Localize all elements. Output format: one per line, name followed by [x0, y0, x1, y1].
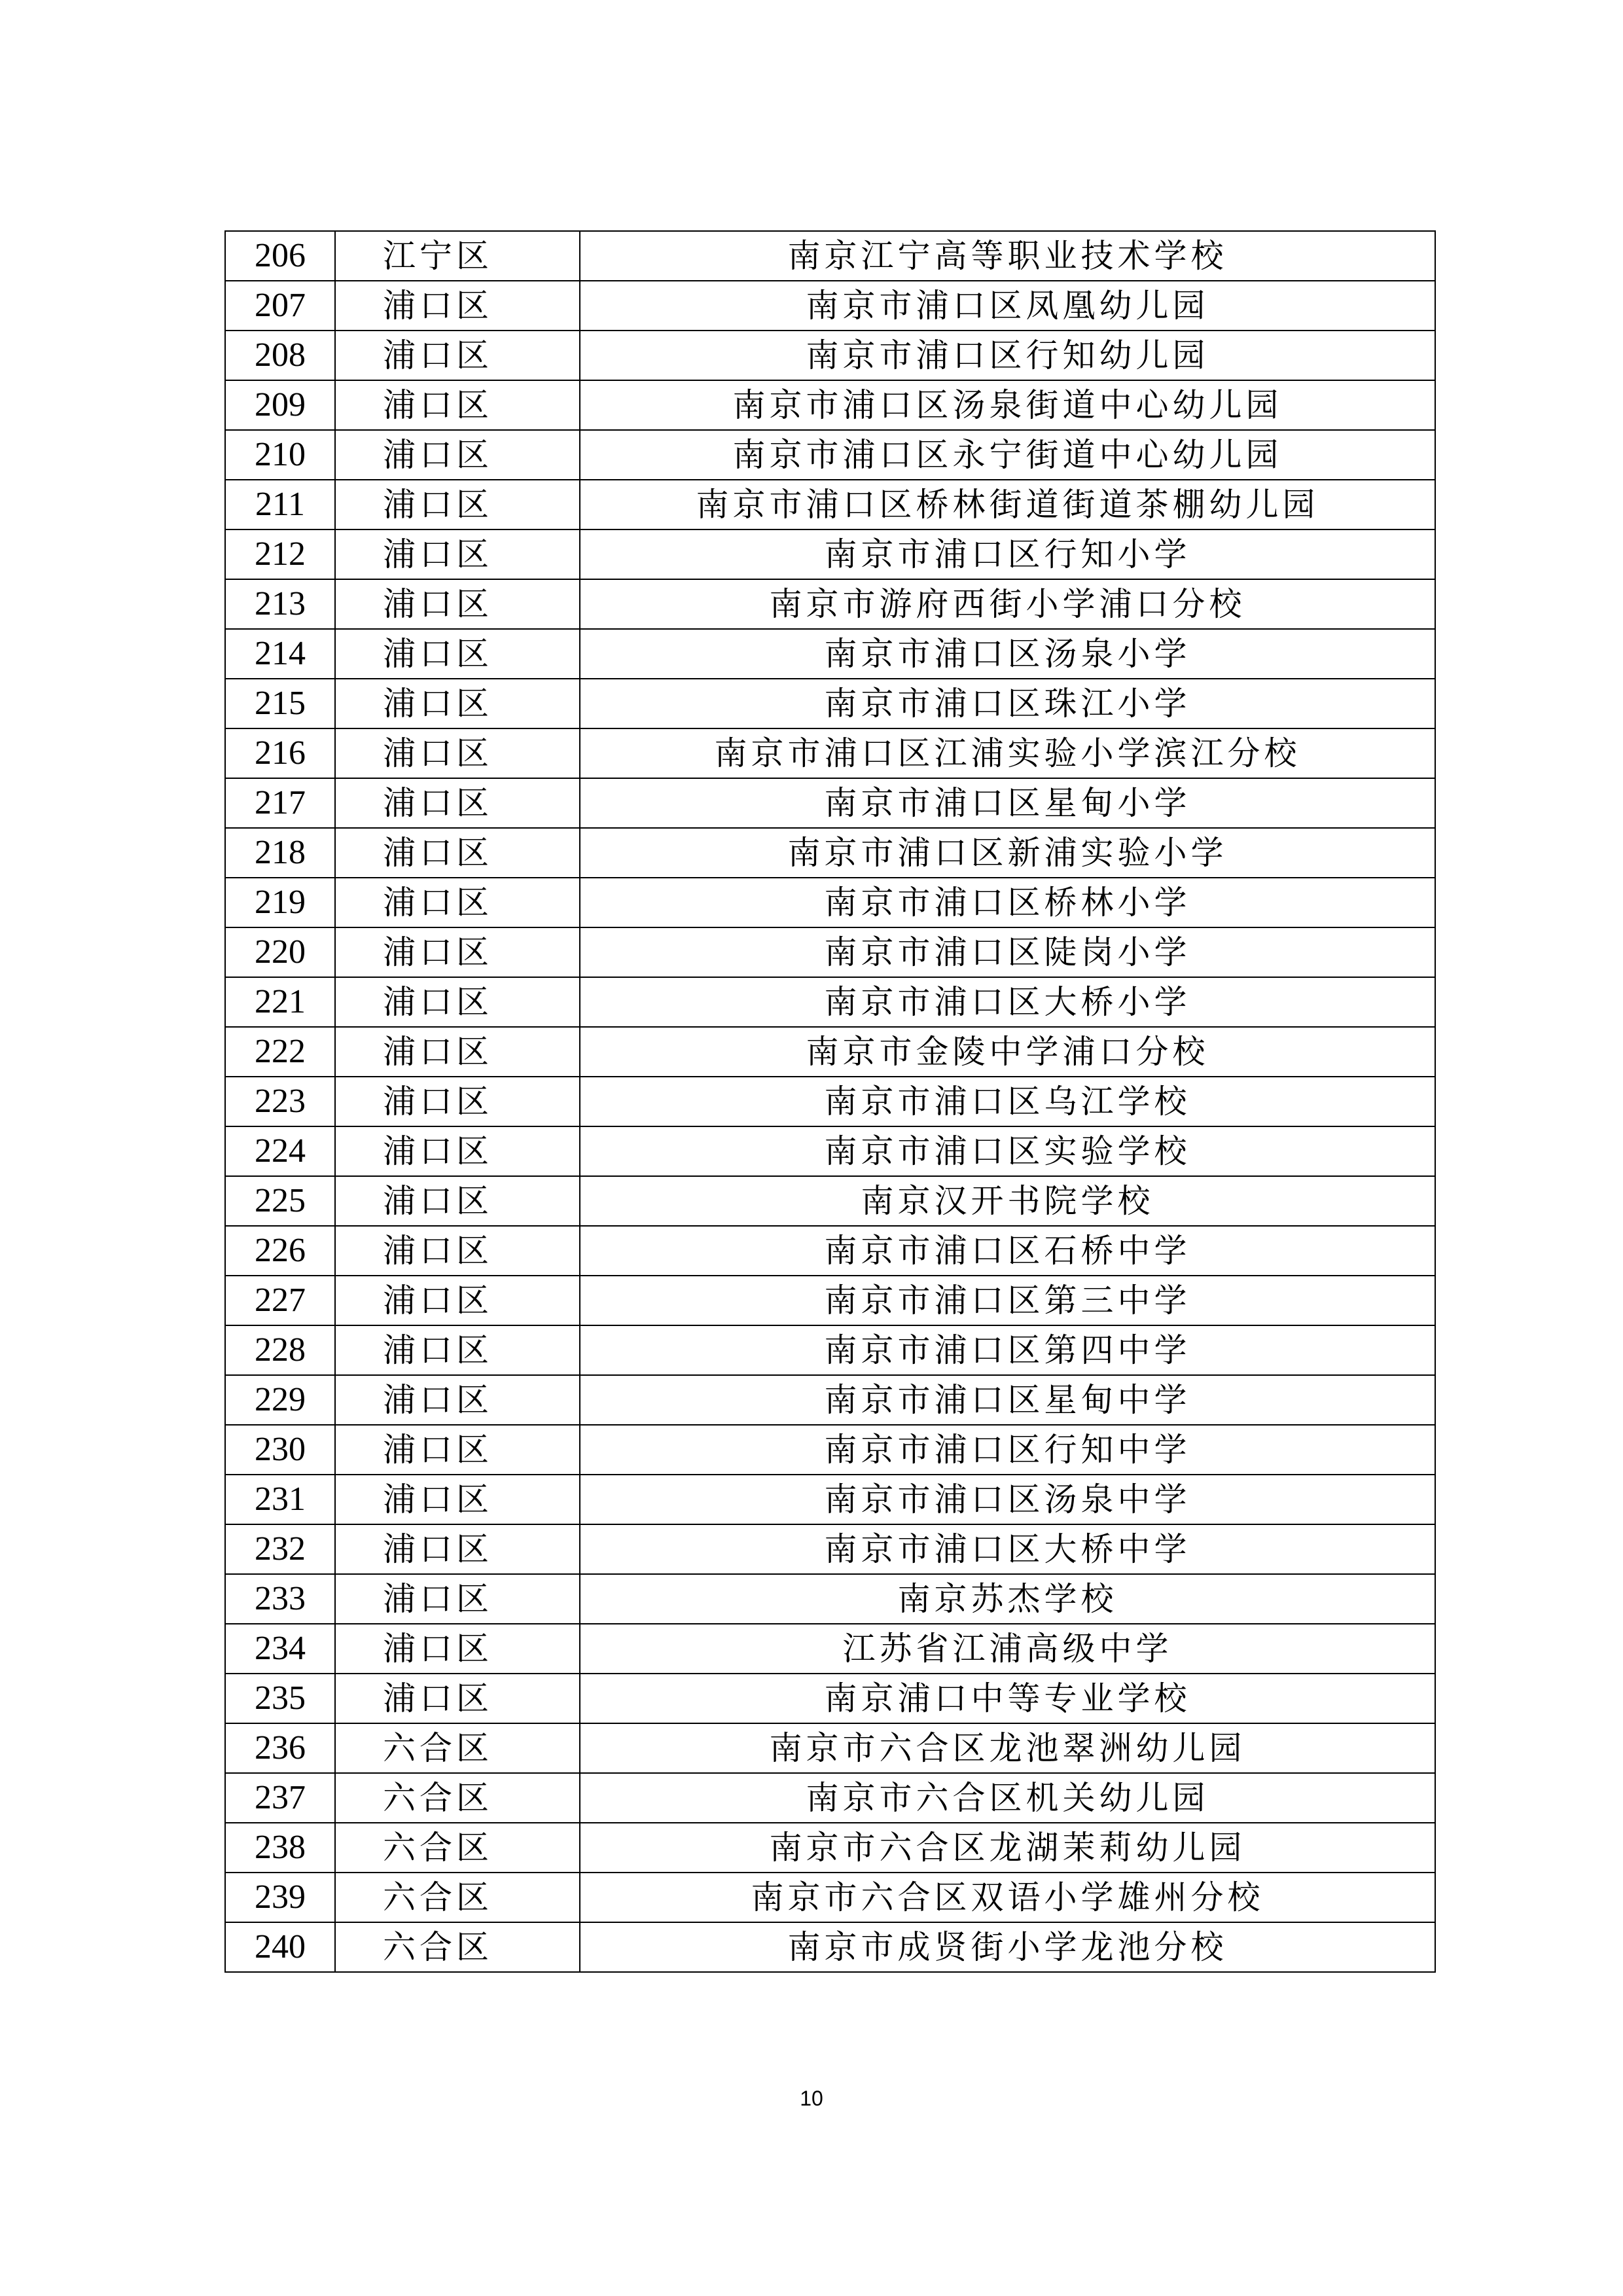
school-name-cell: 南京市浦口区汤泉街道中心幼儿园 — [580, 380, 1435, 430]
district-cell: 六合区 — [335, 1873, 580, 1922]
row-number-cell: 209 — [225, 380, 335, 430]
district-cell: 浦口区 — [335, 1475, 580, 1524]
table-row — [225, 331, 1435, 380]
school-name-cell: 南京浦口中等专业学校 — [580, 1674, 1435, 1723]
school-name-cell: 南京市浦口区江浦实验小学滨江分校 — [580, 728, 1435, 778]
table-row — [225, 828, 1435, 878]
table-row — [225, 1674, 1435, 1723]
school-name-cell: 南京市浦口区凤凰幼儿园 — [580, 281, 1435, 331]
table-row — [225, 1375, 1435, 1425]
school-name-cell: 南京苏杰学校 — [580, 1574, 1435, 1624]
school-name-cell: 南京市浦口区石桥中学 — [580, 1226, 1435, 1276]
row-number-cell: 237 — [225, 1773, 335, 1823]
table-row — [225, 380, 1435, 430]
row-number-cell: 220 — [225, 927, 335, 977]
school-name-cell: 南京市六合区龙湖茉莉幼儿园 — [580, 1823, 1435, 1873]
school-name-cell: 南京市浦口区珠江小学 — [580, 679, 1435, 728]
school-name-cell: 南京市浦口区行知中学 — [580, 1425, 1435, 1475]
district-cell: 浦口区 — [335, 579, 580, 629]
table-row — [225, 430, 1435, 480]
school-name-cell: 南京市浦口区大桥小学 — [580, 977, 1435, 1027]
district-cell: 浦口区 — [335, 1027, 580, 1077]
district-cell: 浦口区 — [335, 1325, 580, 1375]
school-name-cell: 南京汉开书院学校 — [580, 1176, 1435, 1226]
school-name-cell: 南京市浦口区第三中学 — [580, 1276, 1435, 1325]
row-number-cell: 229 — [225, 1375, 335, 1425]
row-number-cell: 238 — [225, 1823, 335, 1873]
school-name-cell: 南京市六合区双语小学雄州分校 — [580, 1873, 1435, 1922]
district-cell: 浦口区 — [335, 331, 580, 380]
row-number-cell: 218 — [225, 828, 335, 878]
school-name-cell: 南京市浦口区行知幼儿园 — [580, 331, 1435, 380]
row-number-cell: 231 — [225, 1475, 335, 1524]
row-number-cell: 225 — [225, 1176, 335, 1226]
table-row — [225, 1773, 1435, 1823]
district-cell: 浦口区 — [335, 1276, 580, 1325]
district-cell: 浦口区 — [335, 1425, 580, 1475]
district-cell: 浦口区 — [335, 1524, 580, 1574]
row-number-cell: 208 — [225, 331, 335, 380]
district-cell: 浦口区 — [335, 430, 580, 480]
table-row — [225, 878, 1435, 927]
school-name-cell: 南京市浦口区实验学校 — [580, 1126, 1435, 1176]
district-cell: 六合区 — [335, 1723, 580, 1773]
table-row — [225, 1624, 1435, 1674]
district-cell: 浦口区 — [335, 1375, 580, 1425]
school-name-cell: 南京市成贤街小学龙池分校 — [580, 1922, 1435, 1972]
school-name-cell: 南京市浦口区陡岗小学 — [580, 927, 1435, 977]
row-number-cell: 239 — [225, 1873, 335, 1922]
row-number-cell: 211 — [225, 480, 335, 529]
school-name-cell: 南京市浦口区星甸中学 — [580, 1375, 1435, 1425]
table-row — [225, 281, 1435, 331]
district-cell: 浦口区 — [335, 679, 580, 728]
district-cell: 浦口区 — [335, 828, 580, 878]
school-name-cell: 南京市浦口区新浦实验小学 — [580, 828, 1435, 878]
table-row — [225, 231, 1435, 281]
school-name-cell: 江苏省江浦高级中学 — [580, 1624, 1435, 1674]
row-number-cell: 210 — [225, 430, 335, 480]
row-number-cell: 234 — [225, 1624, 335, 1674]
district-cell: 浦口区 — [335, 480, 580, 529]
district-cell: 浦口区 — [335, 977, 580, 1027]
district-cell: 浦口区 — [335, 281, 580, 331]
table-row — [225, 1126, 1435, 1176]
district-cell: 浦口区 — [335, 529, 580, 579]
district-cell: 浦口区 — [335, 1574, 580, 1624]
school-name-cell: 南京市浦口区星甸小学 — [580, 778, 1435, 828]
table-row — [225, 579, 1435, 629]
table-row — [225, 529, 1435, 579]
table-row — [225, 1524, 1435, 1574]
school-name-cell: 南京市六合区龙池翠洲幼儿园 — [580, 1723, 1435, 1773]
row-number-cell: 230 — [225, 1425, 335, 1475]
row-number-cell: 217 — [225, 778, 335, 828]
table-row — [225, 679, 1435, 728]
district-cell: 浦口区 — [335, 1077, 580, 1126]
table-row — [225, 1574, 1435, 1624]
table-row — [225, 1176, 1435, 1226]
district-cell: 浦口区 — [335, 1624, 580, 1674]
row-number-cell: 224 — [225, 1126, 335, 1176]
table-row — [225, 778, 1435, 828]
table-row — [225, 629, 1435, 679]
row-number-cell: 214 — [225, 629, 335, 679]
row-number-cell: 228 — [225, 1325, 335, 1375]
row-number-cell: 223 — [225, 1077, 335, 1126]
page-number: 10 — [800, 2087, 823, 2110]
school-name-cell: 南京市浦口区大桥中学 — [580, 1524, 1435, 1574]
row-number-cell: 226 — [225, 1226, 335, 1276]
row-number-cell: 240 — [225, 1922, 335, 1972]
school-name-cell: 南京市游府西街小学浦口分校 — [580, 579, 1435, 629]
school-name-cell: 南京市浦口区行知小学 — [580, 529, 1435, 579]
row-number-cell: 236 — [225, 1723, 335, 1773]
school-list-table — [224, 230, 1436, 1973]
table-row — [225, 1922, 1435, 1972]
row-number-cell: 206 — [225, 231, 335, 281]
table-row — [225, 1723, 1435, 1773]
table-row — [225, 1276, 1435, 1325]
district-cell: 浦口区 — [335, 1674, 580, 1723]
row-number-cell: 221 — [225, 977, 335, 1027]
school-name-cell: 南京市浦口区汤泉中学 — [580, 1475, 1435, 1524]
table-row — [225, 1823, 1435, 1873]
row-number-cell: 212 — [225, 529, 335, 579]
table-row — [225, 1027, 1435, 1077]
school-name-cell: 南京市浦口区乌江学校 — [580, 1077, 1435, 1126]
school-name-cell: 南京市浦口区汤泉小学 — [580, 629, 1435, 679]
table-row — [225, 1475, 1435, 1524]
district-cell: 六合区 — [335, 1773, 580, 1823]
district-cell: 浦口区 — [335, 728, 580, 778]
table-row — [225, 1325, 1435, 1375]
district-cell: 六合区 — [335, 1922, 580, 1972]
school-name-cell: 南京江宁高等职业技术学校 — [580, 231, 1435, 281]
row-number-cell: 222 — [225, 1027, 335, 1077]
table-row — [225, 927, 1435, 977]
row-number-cell: 232 — [225, 1524, 335, 1574]
table-row — [225, 1226, 1435, 1276]
row-number-cell: 213 — [225, 579, 335, 629]
district-cell: 浦口区 — [335, 1226, 580, 1276]
row-number-cell: 215 — [225, 679, 335, 728]
district-cell: 江宁区 — [335, 231, 580, 281]
row-number-cell: 219 — [225, 878, 335, 927]
row-number-cell: 233 — [225, 1574, 335, 1624]
row-number-cell: 227 — [225, 1276, 335, 1325]
table-row — [225, 480, 1435, 529]
row-number-cell: 216 — [225, 728, 335, 778]
table-row — [225, 1873, 1435, 1922]
district-cell: 浦口区 — [335, 927, 580, 977]
row-number-cell: 207 — [225, 281, 335, 331]
table-row — [225, 977, 1435, 1027]
school-name-cell: 南京市浦口区桥林街道街道茶棚幼儿园 — [580, 480, 1435, 529]
table-row — [225, 1425, 1435, 1475]
table-row — [225, 728, 1435, 778]
district-cell: 浦口区 — [335, 878, 580, 927]
school-name-cell: 南京市金陵中学浦口分校 — [580, 1027, 1435, 1077]
school-name-cell: 南京市浦口区永宁街道中心幼儿园 — [580, 430, 1435, 480]
school-name-cell: 南京市浦口区第四中学 — [580, 1325, 1435, 1375]
district-cell: 六合区 — [335, 1823, 580, 1873]
district-cell: 浦口区 — [335, 778, 580, 828]
table-body — [225, 231, 1435, 1972]
school-name-cell: 南京市浦口区桥林小学 — [580, 878, 1435, 927]
district-cell: 浦口区 — [335, 1126, 580, 1176]
school-name-cell: 南京市六合区机关幼儿园 — [580, 1773, 1435, 1823]
district-cell: 浦口区 — [335, 1176, 580, 1226]
table-row — [225, 1077, 1435, 1126]
district-cell: 浦口区 — [335, 380, 580, 430]
district-cell: 浦口区 — [335, 629, 580, 679]
row-number-cell: 235 — [225, 1674, 335, 1723]
